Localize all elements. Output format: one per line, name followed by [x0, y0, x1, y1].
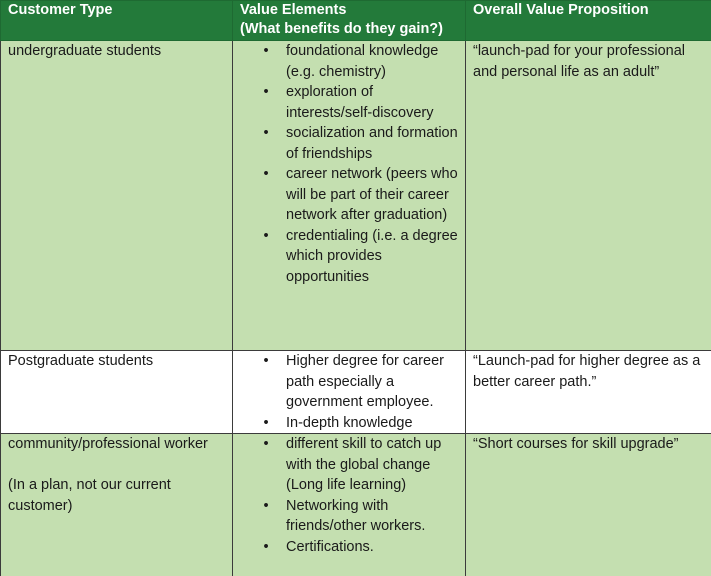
- list-item: • Networking with friends/other workers.: [240, 496, 461, 537]
- value-elements-cell: [233, 41, 466, 351]
- bullet-icon: •: [263, 353, 269, 369]
- header-overall-value: Overall Value Proposition: [466, 1, 711, 41]
- header-row: [1, 1, 711, 41]
- customer-type-cell: [1, 351, 233, 434]
- table-row: [1, 351, 711, 434]
- value-elements-cell: [233, 434, 466, 576]
- header-customer-type: Customer Type: [1, 1, 233, 41]
- customer-type-text: community/professional worker: [8, 436, 208, 452]
- value-elements-list: [240, 41, 461, 287]
- header-value-elements: [233, 1, 466, 41]
- list-item: • different skill to catch up with the global change (Long life learning): [240, 434, 461, 496]
- value-elements-cell: [233, 351, 466, 434]
- customer-type-text: Postgraduate students: [8, 353, 154, 369]
- bullet-icon: •: [263, 125, 269, 141]
- table-row: [1, 41, 711, 351]
- customer-type-note: (In a plan, not our current customer): [8, 477, 171, 514]
- list-item: • foundational knowledge (e.g. chemistry): [240, 41, 461, 82]
- bullet-icon: •: [263, 497, 269, 514]
- table-row: [1, 434, 711, 576]
- list-item: • Certifications.: [240, 537, 461, 558]
- list-item: • Higher degree for career path especially a government employee.: [240, 351, 461, 413]
- bullet-icon: •: [263, 166, 269, 182]
- customer-type-text: undergraduate students: [8, 43, 162, 59]
- value-proposition-cell: [466, 41, 711, 351]
- list-item: • In-depth knowledge: [240, 413, 461, 434]
- value-elements-list: [240, 434, 461, 557]
- bullet-icon: •: [263, 43, 269, 59]
- customer-type-cell: [1, 434, 233, 576]
- value-proposition-text: “Short courses for skill upgrade”: [473, 436, 679, 452]
- value-proposition-text: “launch-pad for your professional and personal life as an adult”: [473, 43, 685, 80]
- bullet-icon: •: [263, 436, 269, 452]
- list-item: • career network (peers who will be part of their career network after graduation): [240, 164, 461, 226]
- bullet-icon: •: [263, 84, 269, 100]
- value-proposition-cell: [466, 434, 711, 576]
- header-value-elements-subtitle: (What benefits do they gain?): [240, 20, 443, 37]
- bullet-icon: •: [263, 414, 269, 431]
- customer-type-cell: [1, 41, 233, 351]
- list-item: • socialization and formation of friendships: [240, 123, 461, 164]
- list-item: • exploration of interests/self-discovery: [240, 82, 461, 123]
- bullet-icon: •: [263, 538, 269, 555]
- value-elements-list: [240, 351, 461, 433]
- value-proposition-cell: [466, 351, 711, 434]
- value-proposition-text: “Launch-pad for higher degree as a better career path.”: [473, 353, 701, 390]
- bullet-icon: •: [263, 227, 269, 244]
- list-item: • credentialing (i.e. a degree which provides opportunities: [240, 226, 461, 288]
- header-value-elements-title: Value Elements: [240, 2, 347, 18]
